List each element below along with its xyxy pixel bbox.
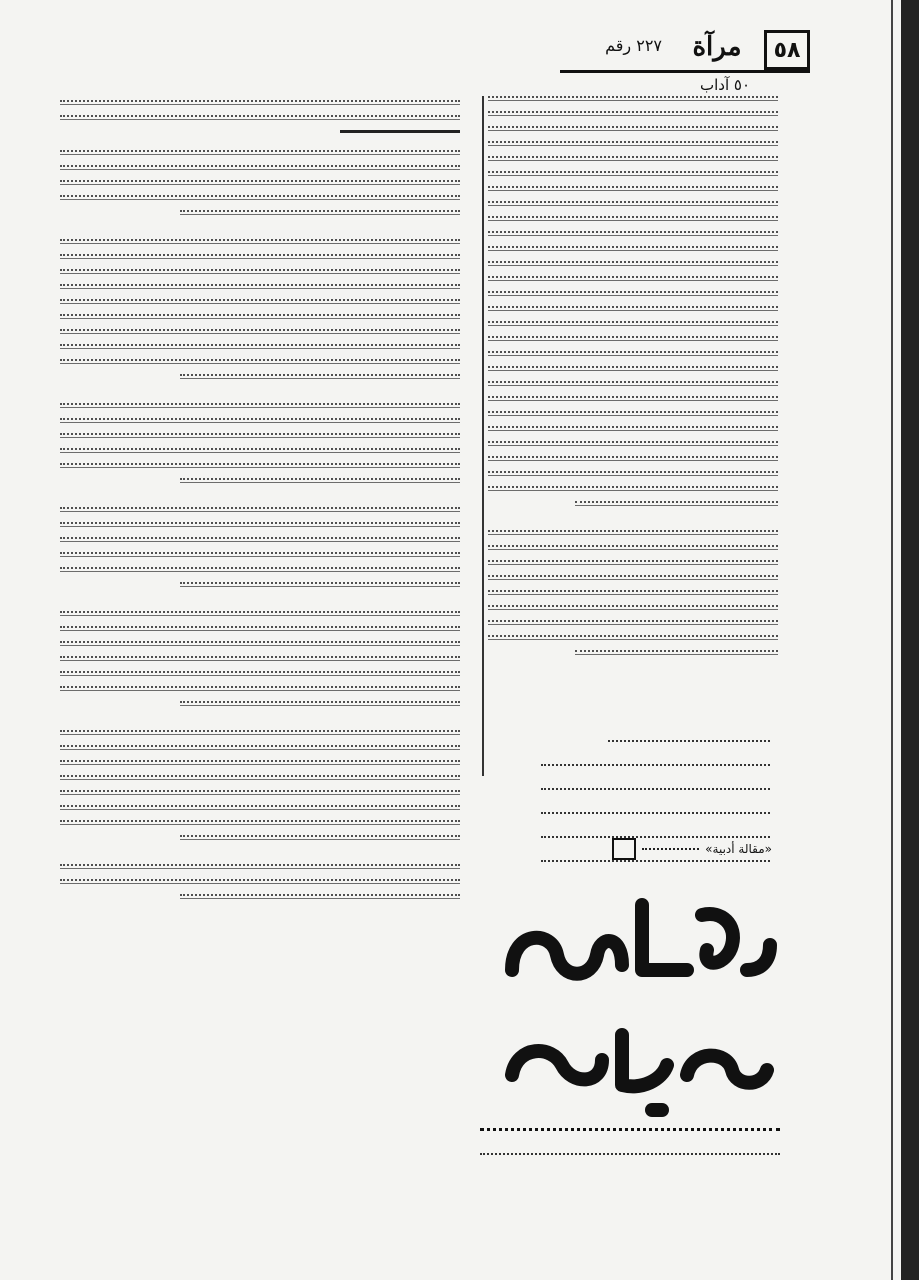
- scan-edge-line: [891, 0, 893, 1280]
- text-line: [488, 261, 778, 266]
- text-line: [488, 291, 778, 296]
- text-line: [60, 115, 460, 120]
- text-line: [60, 180, 460, 185]
- title-subtitle: [480, 1128, 780, 1155]
- text-line: [180, 210, 460, 215]
- text-line: [180, 374, 460, 379]
- text-line: [488, 396, 778, 401]
- text-line: [488, 336, 778, 341]
- text-line: [180, 894, 460, 899]
- text-line: [60, 254, 460, 259]
- display-title-logo: [492, 875, 782, 1125]
- text-line: [575, 501, 778, 506]
- text-line: [60, 805, 460, 810]
- text-line: [60, 820, 460, 825]
- text-line: [488, 635, 778, 640]
- text-line: [60, 686, 460, 691]
- text-line: [60, 790, 460, 795]
- text-line: [60, 864, 460, 869]
- text-line: [488, 530, 778, 535]
- page-number: ٥٨: [764, 30, 810, 70]
- text-line: [60, 745, 460, 750]
- poem-line: [608, 740, 770, 744]
- text-line: [488, 486, 778, 491]
- text-line: [488, 351, 778, 356]
- text-line: [60, 195, 460, 200]
- text-line: [488, 201, 778, 206]
- text-line: [488, 306, 778, 311]
- text-line: [60, 100, 460, 105]
- byline-box-icon: [612, 838, 636, 860]
- text-line: [488, 456, 778, 461]
- text-line: [60, 656, 460, 661]
- poem-line: [541, 812, 771, 816]
- text-line: [488, 276, 778, 281]
- scan-edge: [901, 0, 919, 1280]
- text-line: [488, 620, 778, 625]
- text-line: [488, 126, 778, 131]
- text-line: [488, 186, 778, 191]
- text-line: [60, 567, 460, 572]
- text-line: [488, 381, 778, 386]
- byline: [612, 838, 772, 860]
- text-line: [60, 359, 460, 364]
- text-line: [488, 411, 778, 416]
- text-line: [60, 165, 460, 170]
- text-line: [488, 246, 778, 251]
- text-line: [60, 448, 460, 453]
- left-text-column: [60, 100, 460, 909]
- issue-number: ٢٢٧ رقم: [605, 36, 662, 55]
- text-line: [60, 641, 460, 646]
- byline-rule: [642, 848, 699, 850]
- text-line: [488, 605, 778, 610]
- text-line: [488, 471, 778, 476]
- text-line: [488, 156, 778, 161]
- text-line: [60, 879, 460, 884]
- poem-line: [541, 788, 771, 792]
- text-line: [488, 141, 778, 146]
- byline-text: «مقالة أدبية»: [705, 842, 772, 856]
- text-line: [60, 150, 460, 155]
- text-line: [60, 552, 460, 557]
- poem-line: [541, 764, 771, 768]
- text-line: [60, 775, 460, 780]
- text-line: [60, 433, 460, 438]
- text-line: [60, 344, 460, 349]
- poem-line: [541, 860, 771, 864]
- text-line: [60, 239, 460, 244]
- text-line: [60, 760, 460, 765]
- text-line: [60, 537, 460, 542]
- text-line: [60, 314, 460, 319]
- text-line: [60, 671, 460, 676]
- text-line: [60, 626, 460, 631]
- masthead-logo: مرآة: [692, 32, 742, 62]
- header-rule: [560, 70, 810, 73]
- text-line: [180, 478, 460, 483]
- text-line: [488, 366, 778, 371]
- text-line: [60, 730, 460, 735]
- poem-block: [500, 740, 770, 884]
- text-line: [488, 575, 778, 580]
- text-line: [60, 299, 460, 304]
- text-line: [488, 426, 778, 431]
- text-line: [575, 650, 778, 655]
- text-line: [60, 284, 460, 289]
- section-tag: ٥٠ آداب: [700, 76, 751, 94]
- text-line: [488, 96, 778, 101]
- text-line: [180, 582, 460, 587]
- text-line: [60, 418, 460, 423]
- text-line: [60, 329, 460, 334]
- text-line: [60, 507, 460, 512]
- text-line: [488, 441, 778, 446]
- text-line: [180, 835, 460, 840]
- text-line: [180, 701, 460, 706]
- text-line: [488, 560, 778, 565]
- text-line: [488, 111, 778, 116]
- text-line: [488, 321, 778, 326]
- text-line: [60, 269, 460, 274]
- text-line: [60, 403, 460, 408]
- text-line: [488, 231, 778, 236]
- right-text-column: [488, 96, 778, 665]
- column-divider: [482, 96, 484, 776]
- text-line: [488, 545, 778, 550]
- text-line: [488, 171, 778, 176]
- text-line: [488, 590, 778, 595]
- text-line: [488, 216, 778, 221]
- subheading: [340, 130, 460, 136]
- calligraphic-title-icon: [492, 875, 782, 1125]
- text-line: [60, 611, 460, 616]
- text-line: [60, 522, 460, 527]
- text-line: [60, 463, 460, 468]
- page-header: [560, 30, 810, 70]
